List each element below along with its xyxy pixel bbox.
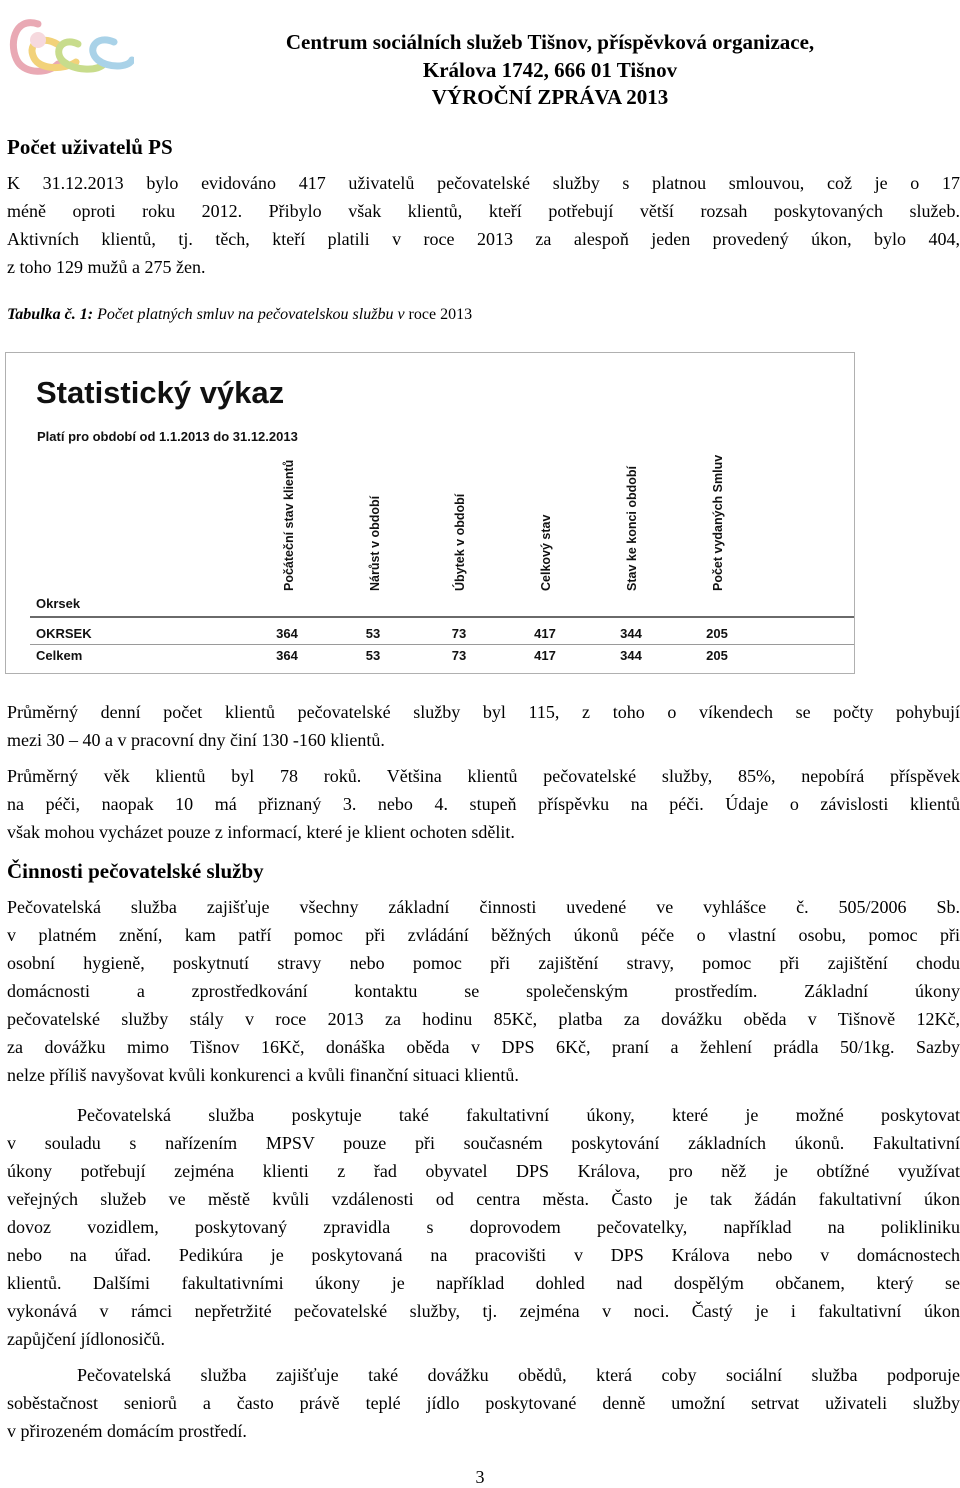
table-divider: [30, 644, 854, 645]
text-line: mezi 30 – 40 a v pracovní dny činí 130 -160 klientů.: [7, 730, 385, 750]
text-line: veřejných služeb ve městě kvůli vzdálenosti od centra města. Často je tak žádán fakultativní úkon: [7, 1189, 960, 1209]
text-line: soběstačnost seniorů a často právě teplé jídlo poskytované denně umožní setrvat uživateli služby: [7, 1393, 960, 1413]
text-line: úkony potřebují zejména klienti z řad obyvatel DPS Králova, pro něž je obtížné využívat: [7, 1161, 960, 1181]
text-line: K 31.12.2013 bylo evidováno 417 uživatelů pečovatelské služby s platnou smlouvou, což je o 17: [7, 173, 960, 193]
text-line: Aktivních klientů, tj. těch, kteří platili v roce 2013 za alespoň jeden provedený úkon, bylo 404,: [7, 229, 960, 249]
text-line: Průměrný věk klientů byl 78 roků. Většina klientů pečovatelské služby, 85%, nepobírá příspěvek: [7, 766, 960, 786]
header-report-title: VÝROČNÍ ZPRÁVA 2013: [431, 85, 669, 109]
paragraph-age: [7, 762, 960, 846]
text-line: Pečovatelská služba zajišťuje všechny základní činnosti uvedené ve vyhlášce č. 505/2006 Sb.: [7, 897, 960, 917]
col-header-end: Stav ke konci období: [625, 465, 639, 591]
cell-total-contracts: 205: [706, 648, 728, 663]
text-line: za dovážku mimo Tišnov 16Kč, donáška oběda v DPS 6Kč, praní a žehlení prádla 50/1kg. Sazby: [7, 1037, 960, 1057]
text-line: Pečovatelská služba poskytuje také fakultativní úkony, které je možné poskytovat: [77, 1105, 960, 1125]
page-number: 3: [475, 1467, 485, 1487]
text-line: osobní hygieně, poskytnutí stravy nebo pomoc při zajištění stravy, pomoc při zajištění chodu: [7, 953, 960, 973]
text-line: nebo na úřad. Pedikúra je poskytovaná na pracovišti v DPS Králova nebo v domácnostech: [7, 1245, 960, 1265]
col-header-increase: Nárůst v období: [368, 495, 382, 591]
cell-total-decrease: 73: [451, 648, 467, 663]
stat-title: Statistický výkaz: [36, 375, 285, 410]
paragraph-users: [7, 169, 960, 281]
cell-total-increase: 53: [365, 648, 381, 663]
text-line: klientů. Dalšími fakultativními úkony je například dohled nad dospělým občanem, který se: [7, 1273, 960, 1293]
text-line: v přirozeném domácím prostředí.: [7, 1421, 247, 1441]
col-header-decrease: Úbytek v období: [453, 493, 467, 591]
row-label-total: Celkem: [36, 648, 83, 663]
caption-tail: roce 2013: [404, 306, 473, 323]
caption-label: Tabulka č. 1:: [7, 306, 94, 323]
paragraph-optional-services: [7, 1101, 960, 1353]
caption-text: Počet platných smluv na pečovatelskou službu v: [93, 306, 405, 323]
css-logo: [4, 6, 134, 94]
stat-report-table: [5, 352, 855, 674]
text-line: Průměrný denní počet klientů pečovatelské služby byl 115, z toho o víkendech se počty pohybují: [7, 702, 960, 722]
section-heading-activities: Činnosti pečovatelské služby: [7, 859, 264, 883]
header-address: Králova 1742, 666 01 Tišnov: [422, 58, 678, 82]
paragraph-meal-delivery: [7, 1361, 960, 1445]
text-line: vykonává v rámci nepřetržité pečovatelské služby, tj. zejména v noci. Častý je i fakultativní úkon: [7, 1301, 960, 1321]
text-line: však mohou vycházet pouze z informací, které je klient ochoten sdělit.: [7, 822, 515, 842]
table-divider: [30, 616, 854, 618]
text-line: dovoz vozidlem, poskytovaný zpravidla s doprovodem pečovatelky, například na polikliniku: [7, 1217, 960, 1237]
row-label-okrsek: OKRSEK: [36, 626, 92, 641]
cell-okrsek-contracts: 205: [706, 626, 728, 641]
cell-total-end: 344: [620, 648, 642, 663]
cell-okrsek-increase: 53: [365, 626, 381, 641]
text-line: nelze příliš navyšovat kvůli konkurenci a kvůli finanční situaci klientů.: [7, 1065, 519, 1085]
cell-total-total: 417: [534, 648, 556, 663]
table-caption: [7, 306, 472, 324]
cell-okrsek-decrease: 73: [451, 626, 467, 641]
header-org: Centrum sociálních služeb Tišnov, příspěvková organizace,: [285, 30, 815, 54]
text-line: pečovatelské služby stály v roce 2013 za hodinu 85Kč, platba za dovážku oběda v Tišnově 12Kč,: [7, 1009, 960, 1029]
stat-period: Platí pro období od 1.1.2013 do 31.12.2013: [37, 429, 298, 444]
text-line: v platném znění, kam patří pomoc při zvládání běžných úkonů péče o vlastní osobu, pomoc při: [7, 925, 960, 945]
text-line: domácnosti a zprostředkování kontaktu se společenským prostředím. Základní úkony: [7, 981, 960, 1001]
paragraph-basic-services: [7, 893, 960, 1089]
text-line: z toho 129 mužů a 275 žen.: [7, 257, 206, 277]
text-line: na péči, naopak 10 má přiznaný 3. nebo 4. stupeň příspěvku na péči. Údaje o závislosti klientů: [7, 794, 960, 814]
text-line: v souladu s nařízením MPSV pouze při současném poskytování základních úkonů. Fakultativní: [7, 1133, 960, 1153]
text-line: méně oproti roku 2012. Přibylo však klientů, kteří potřebují větší rozsah poskytovaných služeb.: [7, 201, 960, 221]
col-header-contracts: Počet vydaných Smluv: [711, 454, 725, 591]
cell-total-initial: 364: [276, 648, 298, 663]
text-line: Pečovatelská služba zajišťuje také dovážku obědů, která coby sociální služba podporuje: [77, 1365, 960, 1385]
section-heading-users: Počet uživatelů PS: [7, 135, 173, 159]
col-header-total: Celkový stav: [539, 514, 553, 591]
cell-okrsek-end: 344: [620, 626, 642, 641]
col-header-initial: Počáteční stav klientů: [282, 459, 296, 591]
paragraph-daily: [7, 698, 960, 754]
cell-okrsek-initial: 364: [276, 626, 298, 641]
text-line: zapůjčení jídlonosičů.: [7, 1329, 165, 1349]
cell-okrsek-total: 417: [534, 626, 556, 641]
okrsek-label: Okrsek: [36, 596, 81, 611]
